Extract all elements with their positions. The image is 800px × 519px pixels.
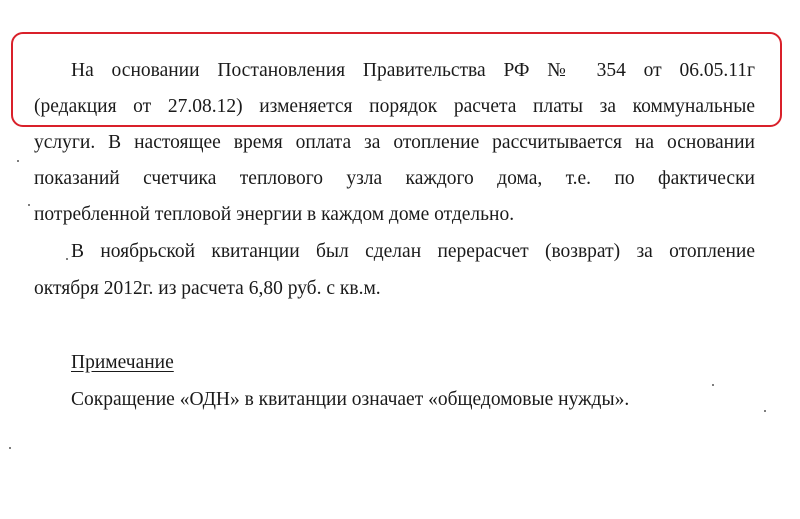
note-text: Сокращение «ОДН» в квитанции означает «общедомовые нужды». — [71, 389, 630, 410]
paragraph1-line2: (редакция от 27.08.12) изменяется порядок расчета платы за коммунальные — [34, 96, 755, 117]
paragraph1-line3: услуги. В настоящее время оплата за отопление рассчитывается на основании — [34, 132, 755, 153]
scan-speck — [17, 160, 19, 162]
paragraph2-line1: В ноябрьской квитанции был сделан перерасчет (возврат) за отопление — [71, 241, 755, 262]
scan-speck — [66, 258, 68, 260]
scan-speck — [9, 447, 11, 449]
scan-speck — [764, 410, 766, 412]
paragraph1-line5: потребленной тепловой энергии в каждом доме отдельно. — [34, 204, 515, 225]
scan-speck — [28, 204, 30, 206]
note-title: Примечание — [71, 352, 174, 373]
paragraph1-line1: На основании Постановления Правительства РФ № 354 от 06.05.11г — [71, 60, 755, 81]
scan-speck — [712, 384, 714, 386]
paragraph1-line4: показаний счетчика теплового узла каждого дома, т.е. по фактически — [34, 168, 755, 189]
paragraph2-line2: октября 2012г. из расчета 6,80 руб. с кв.м. — [34, 278, 381, 299]
